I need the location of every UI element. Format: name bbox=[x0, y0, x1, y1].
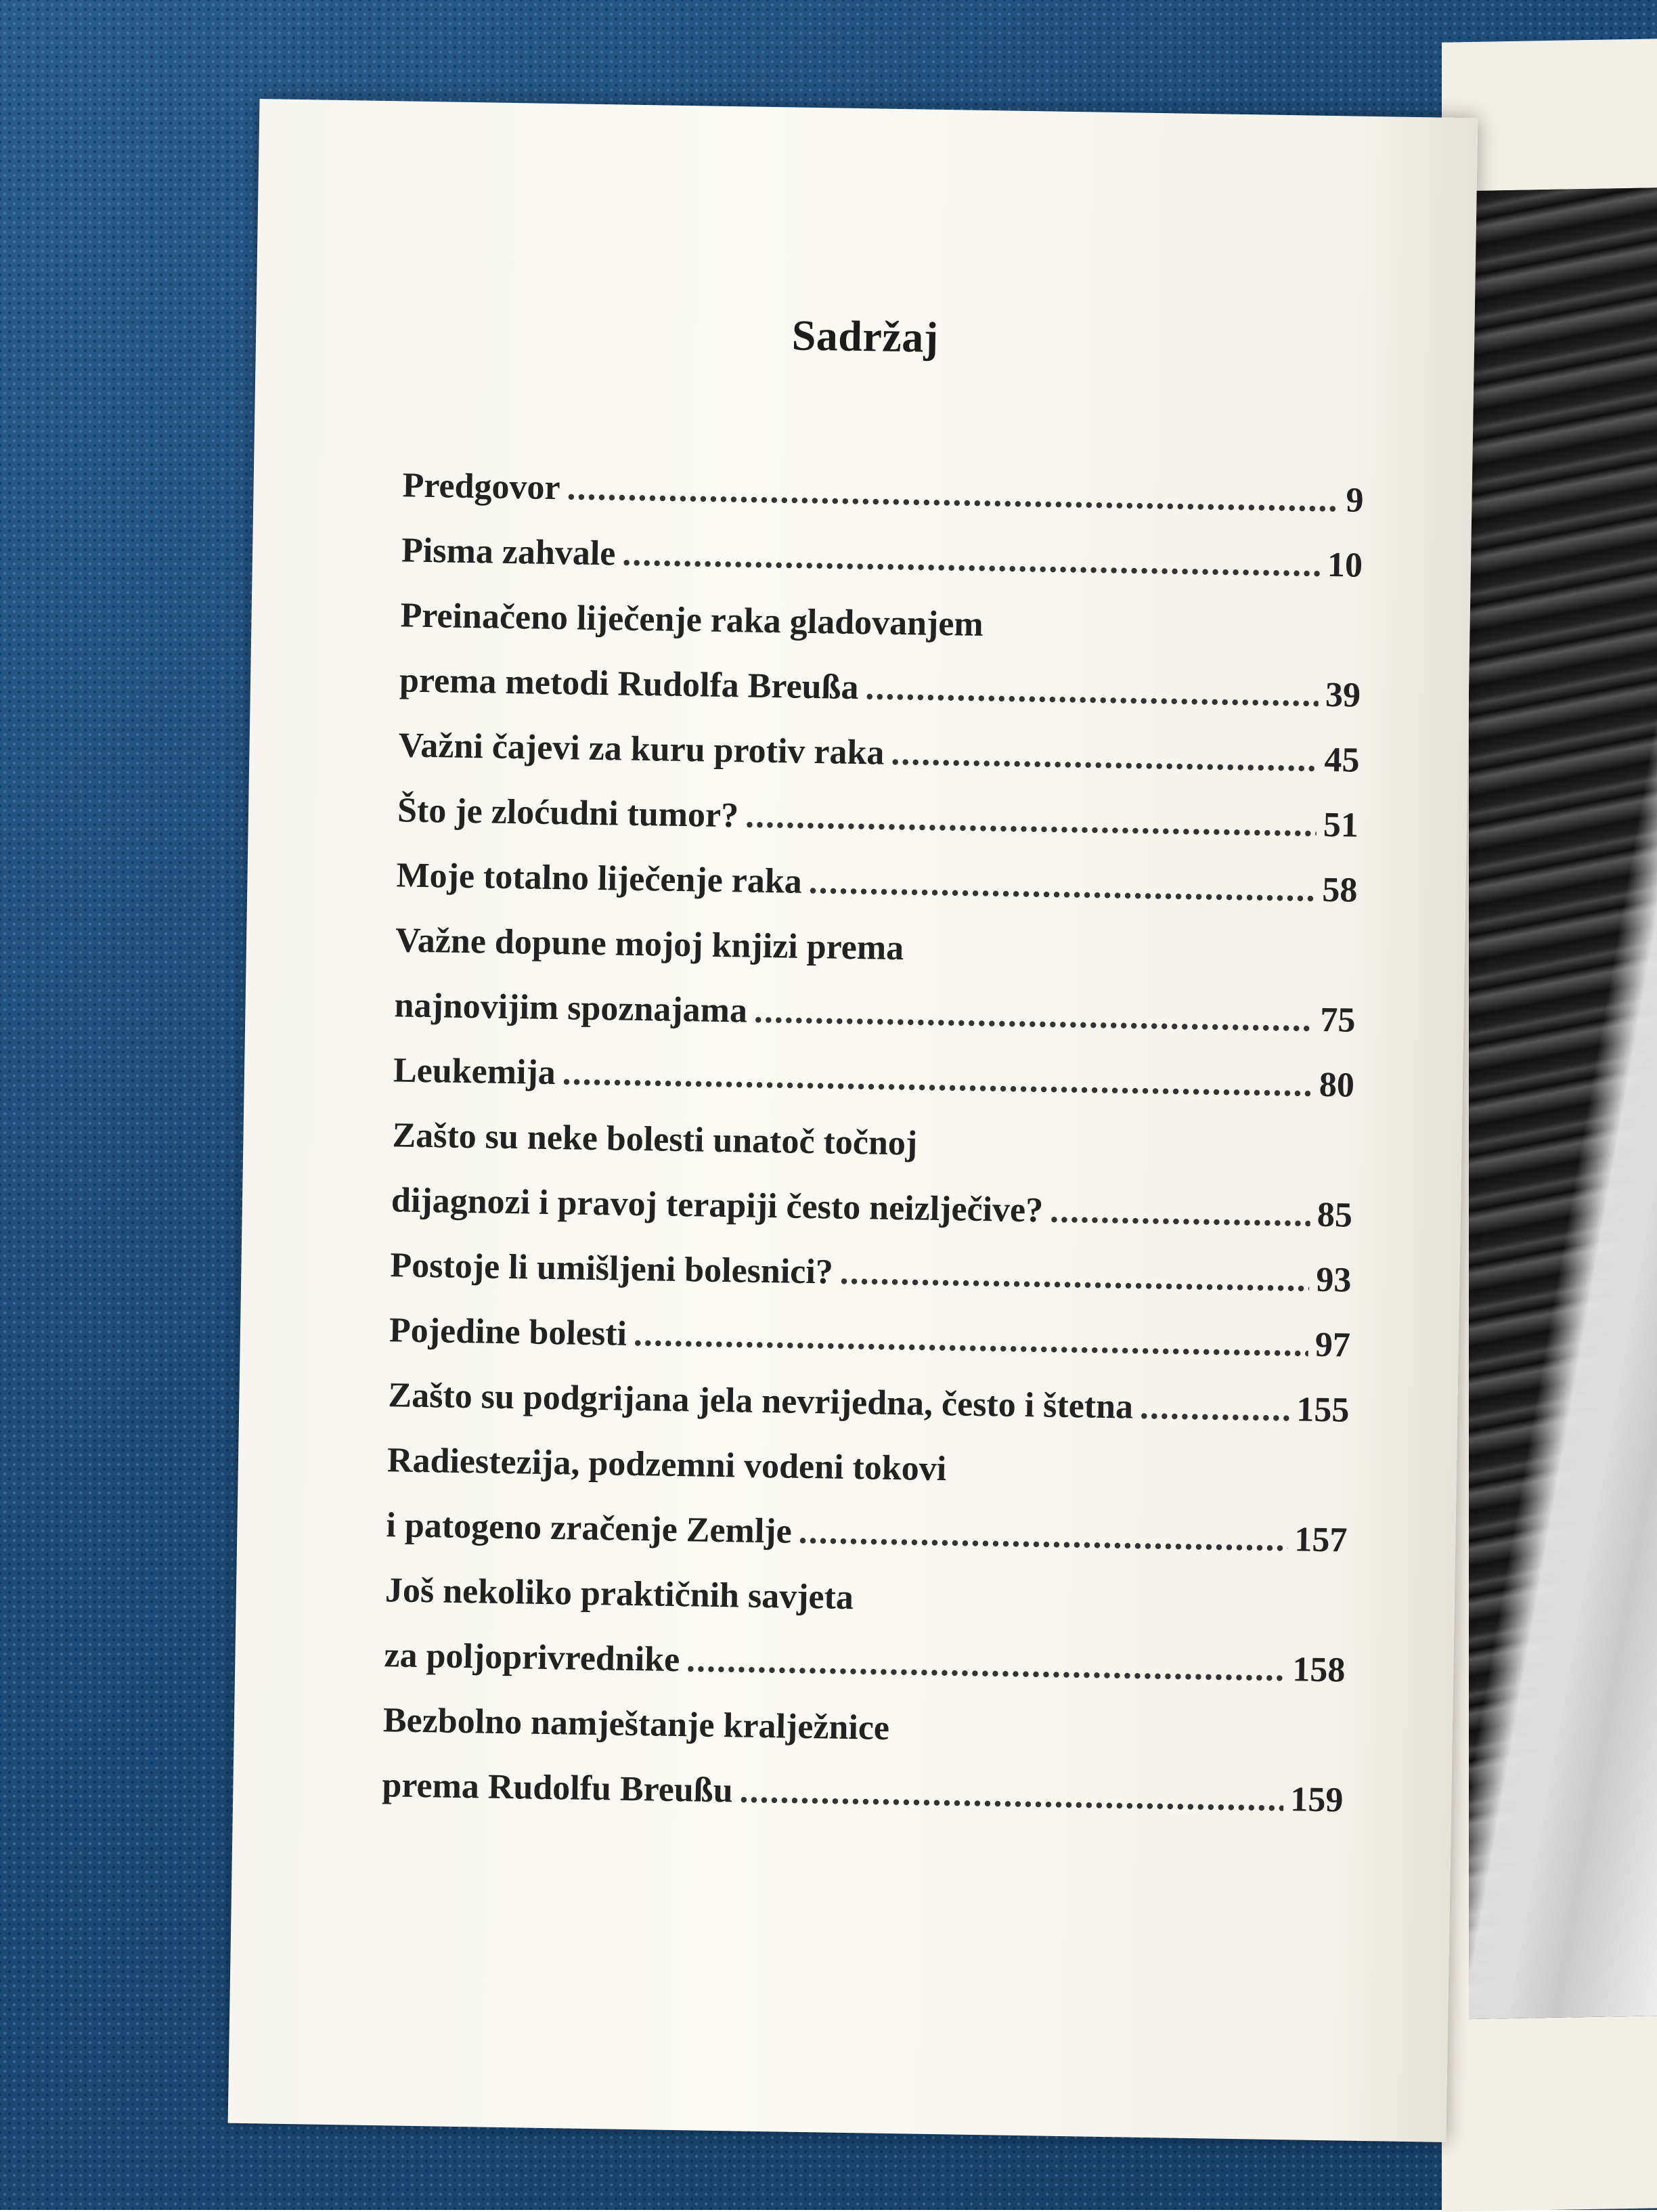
dot-leader bbox=[567, 456, 1340, 533]
dot-leader bbox=[745, 783, 1317, 857]
black-white-photo bbox=[1469, 188, 1657, 2019]
book-page bbox=[228, 99, 1478, 2142]
toc-page-number: 155 bbox=[1296, 1390, 1350, 1430]
dot-leader bbox=[562, 1041, 1313, 1117]
toc-page-number: 10 bbox=[1327, 545, 1363, 585]
toc-entry-title: Radiestezija, podzemni vodeni tokovi bbox=[386, 1441, 947, 1489]
toc-entry bbox=[382, 1688, 1345, 1833]
dot-leader bbox=[798, 1500, 1288, 1572]
toc-entry bbox=[384, 1558, 1347, 1703]
toc-entry-title: Važne dopune mojoj knjizi prema bbox=[395, 921, 904, 968]
toc-entry-title: Pisma zahvale bbox=[401, 531, 616, 573]
dot-leader bbox=[1139, 1375, 1290, 1442]
toc-entry bbox=[399, 583, 1362, 728]
toc-entry-title: Moje totalno liječenje raka bbox=[396, 856, 803, 901]
dot-leader bbox=[753, 979, 1314, 1053]
toc-entry bbox=[394, 908, 1357, 1053]
dot-leader bbox=[686, 1628, 1286, 1702]
dot-leader bbox=[1049, 1179, 1310, 1248]
dot-leader bbox=[622, 522, 1321, 598]
dot-leader bbox=[739, 1758, 1284, 1832]
toc-entry-title: Što je zloćudni tumor? bbox=[397, 791, 739, 836]
facing-page bbox=[1442, 39, 1657, 2212]
toc-entry-title: Pojedine bolesti bbox=[389, 1311, 627, 1353]
toc-page-number: 97 bbox=[1314, 1325, 1351, 1365]
toc-entry-title: najnovijim spoznajama bbox=[394, 986, 748, 1031]
toc-page-number: 80 bbox=[1319, 1065, 1355, 1105]
toc-entry-title: Zašto su podgrijana jela nevrijedna, često i štetna bbox=[388, 1376, 1134, 1427]
toc-page-number: 85 bbox=[1317, 1195, 1353, 1235]
table-of-contents bbox=[382, 453, 1364, 1833]
dot-leader bbox=[839, 1240, 1310, 1313]
toc-page-number: 93 bbox=[1315, 1260, 1352, 1300]
toc-entry-title: prema Rudolfu Breußu bbox=[382, 1766, 734, 1810]
toc-entry-title: Leukemija bbox=[393, 1051, 556, 1093]
toc-page-number: 157 bbox=[1294, 1520, 1348, 1560]
toc-entry-title: Bezbolno namještanje kralježnice bbox=[382, 1701, 890, 1748]
toc-entry-title: za poljoprivrednike bbox=[384, 1636, 680, 1680]
toc-entry bbox=[391, 1103, 1354, 1248]
toc-entry-title: Predgovor bbox=[402, 466, 561, 508]
dot-leader bbox=[865, 655, 1319, 728]
dot-leader bbox=[891, 721, 1319, 793]
toc-page-number: 39 bbox=[1325, 675, 1361, 715]
toc-entry-title: Važni čajevi za kuru protiv raka bbox=[398, 726, 885, 773]
toc-entry-title: Zašto su neke bolesti unatoč točnoj bbox=[392, 1116, 918, 1163]
toc-entry-title: Postoje li umišljeni bolesnici? bbox=[390, 1246, 834, 1292]
dot-leader bbox=[633, 1302, 1308, 1378]
toc-page-number: 158 bbox=[1291, 1650, 1346, 1690]
toc-entry-title: dijagnozi i pravoj terapiji često neizlječive? bbox=[391, 1181, 1044, 1230]
toc-entry-title: i patogeno zračenje Zemlje bbox=[386, 1506, 793, 1551]
toc-entry bbox=[386, 1428, 1349, 1573]
toc-page-number: 51 bbox=[1323, 805, 1359, 845]
dot-leader bbox=[808, 850, 1316, 923]
toc-page-number: 75 bbox=[1319, 1000, 1356, 1040]
toc-entry-title: Još nekoliko praktičnih savjeta bbox=[384, 1571, 854, 1618]
page-title: Sadržaj bbox=[791, 311, 940, 362]
toc-page-number: 9 bbox=[1346, 481, 1364, 520]
toc-entry-title: prema metodi Rudolfa Breußa bbox=[399, 661, 859, 708]
toc-page-number: 159 bbox=[1289, 1780, 1344, 1820]
toc-entry-title: Preinačeno liječenje raka gladovanjem bbox=[400, 596, 984, 644]
toc-page-number: 58 bbox=[1321, 870, 1358, 910]
toc-page-number: 45 bbox=[1324, 740, 1360, 780]
